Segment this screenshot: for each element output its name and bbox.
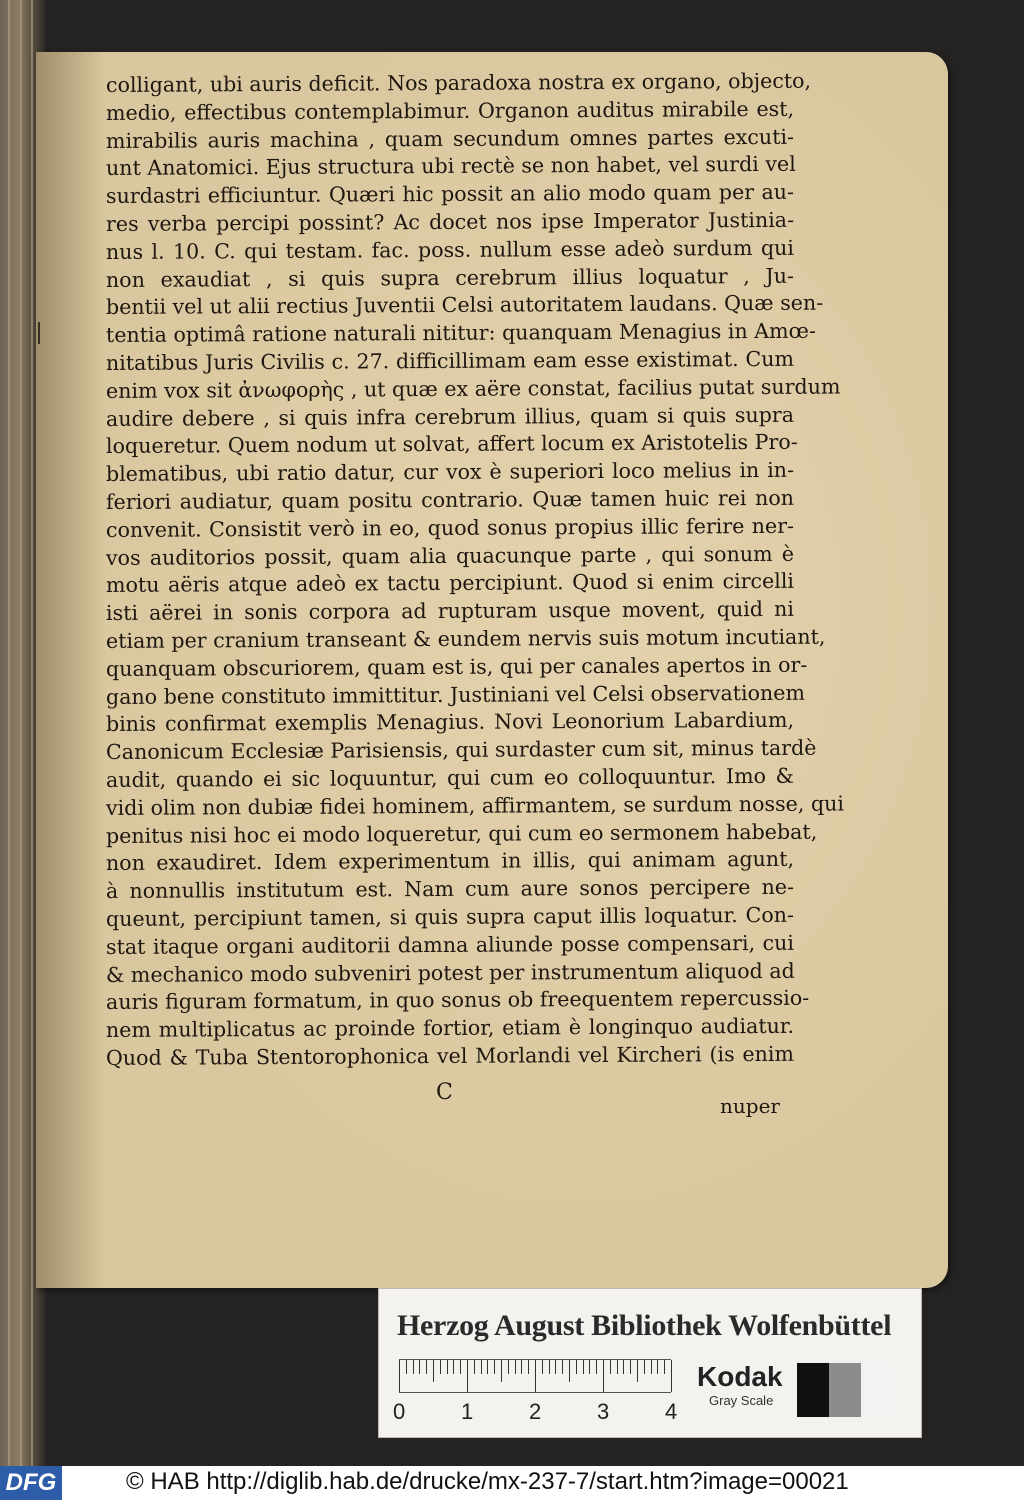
ruler-tick [453,1360,454,1374]
text-line: nitatibus Juris Civilis c. 27. difficillimam eam esse existimat. Cum [105,346,795,375]
text-line: bentii vel ut alii rectius Juventii Celsi autoritatem laudans. Quæ sen- [105,290,824,320]
dfg-logo: DFG [0,1466,62,1500]
ruler-tick [589,1360,590,1374]
ruler-tick [528,1360,529,1374]
ruler-tick [610,1360,611,1374]
text-line: à nonnullis institutum est. Nam cum aure sonos percipere ne- [105,874,795,904]
text-line: etiam per cranium transeant & eundem nervis suis motum incutiant, [105,624,826,653]
ruler-tick [508,1360,509,1374]
text-line: non exaudiret. Idem experimentum in illis, qui animam agunt, [105,847,795,876]
text-line: surdastri efficiuntur. Quæri hic possit an alio modo quam per au- [105,179,795,209]
text-line: Quod & Tuba Stentorophonica vel Morlandi vel Kircheri (is enim [105,1041,795,1070]
ruler-tick [671,1360,672,1392]
ruler-tick [637,1360,638,1382]
ruler-tick [630,1360,631,1374]
text-line: audit, quando ei sic loquuntur, qui cum eo colloquuntur. Imo & [105,763,795,792]
library-name: Herzog August Bibliothek Wolfenbüttel [397,1309,892,1342]
measurement-ruler [399,1359,671,1393]
ruler-tick [549,1360,550,1374]
ruler-tick [617,1360,618,1374]
ruler-tick [487,1360,488,1374]
ruler-tick [623,1360,624,1374]
signature-mark: C [436,1080,453,1105]
text-line: isti aërei in sonis corpora ad rupturam usque movent, quid ni [105,596,795,626]
ruler-tick [474,1360,475,1374]
text-line: loqueretur. Quem nodum ut solvat, affert locum ex Aristotelis Pro- [105,430,798,459]
ruler-tick [399,1360,400,1392]
ruler-tick [651,1360,652,1374]
ruler-tick [494,1360,495,1374]
text-line: tentia optimâ ratione naturali nititur: quanquam Menagius in Amœ- [105,318,817,348]
ruler-tick [521,1360,522,1374]
ruler-tick [603,1360,604,1392]
ruler-tick [555,1360,556,1374]
ruler-tick [542,1360,543,1374]
text-line: auris figuram formatum, in quo sonus ob freequentem repercussio- [105,986,810,1015]
ruler-tick [419,1360,420,1374]
ruler-tick [569,1360,570,1382]
text-line: nus l. 10. C. qui testam. fac. poss. nullum esse adeò surdum qui [105,235,795,264]
text-line: vos auditorios possit, quam alia quacunque parte , qui sonum è [105,541,795,570]
text-line: medio, effectibus contemplabimur. Organon auditus mirabile est, [105,96,795,125]
ruler-tick [501,1360,502,1382]
text-line: res verba percipi possint? Ac docet nos ipse Imperator Justinia- [105,207,795,236]
ruler-tick [644,1360,645,1374]
ruler-number: 3 [597,1399,610,1424]
ruler-tick [664,1360,665,1374]
ruler-tick [447,1360,448,1374]
copyright-link[interactable]: © HAB http://diglib.hab.de/drucke/mx-237-7/start.htm?image=00021 [126,1468,849,1495]
ruler-number: 2 [529,1399,542,1424]
text-line: queunt, percipiunt tamen, si quis supra caput illis loquatur. Con- [105,902,795,931]
text-line: colligant, ubi auris deficit. Nos paradoxa nostra ex organo, objecto, [105,68,812,97]
ruler-number: 1 [461,1399,474,1424]
text-line: nem multiplicatus ac proinde fortior, etiam è longinquo audiatur. [105,1013,795,1043]
page-text-block [105,68,845,1073]
text-line: & mechanico modo subveniri potest per instrumentum aliquod ad [105,958,795,987]
ruler-tick [515,1360,516,1374]
text-line: Canonicum Ecclesiæ Parisiensis, qui surdaster cum sit, minus tardè [105,735,817,765]
text-line: mirabilis auris machina , quam secundum omnes partes excuti- [105,124,795,153]
text-line: unt Anatomici. Ejus structura ubi rectè se non habet, vel surdi vel [105,152,796,181]
text-line: audire debere , si quis infra cerebrum illius, quam si quis supra [105,402,795,431]
text-line: feriori audiatur, quam positu contrario. Quæ tamen huic rei non [105,485,795,514]
text-line: blematibus, ubi ratio datur, cur vox è superiori loco melius in in- [105,457,795,487]
catchword: nuper [720,1094,780,1118]
ruler-number: 0 [393,1399,406,1424]
kodak-logo: Kodak [697,1361,783,1392]
ruler-tick [406,1360,407,1374]
text-line: convenit. Consistit verò in eo, quod sonus propius illic ferire ner- [105,513,795,542]
ruler-tick [535,1360,536,1392]
gray-scale-label: Gray Scale [709,1393,774,1408]
ruler-tick [440,1360,441,1374]
text-line: enim vox sit ἀνωφορὴς , ut quæ ex aëre constat, facilius putat surdum [105,374,841,403]
ruler-tick [460,1360,461,1374]
ruler-tick [576,1360,577,1374]
ruler-tick [426,1360,427,1374]
ruler-tick [413,1360,414,1374]
text-line: quanquam obscuriorem, quam est is, qui per canales apertos in or- [105,652,808,681]
ruler-tick [481,1360,482,1374]
text-line: vidi olim non dubiæ fidei hominem, affirmantem, se surdum nosse, qui [105,791,845,820]
library-label [378,1288,922,1438]
text-line: non exaudiat , si quis supra cerebrum illius loquatur , Ju- [105,263,795,292]
text-line: stat itaque organi auditorii damna aliunde posse compensari, cui [105,930,795,959]
ruler-tick [596,1360,597,1374]
margin-mark [38,322,40,344]
text-line: motu aëris atque adeò ex tactu percipiunt. Quod si enim circelli [105,569,795,598]
ruler-tick [562,1360,563,1374]
text-line: gano bene constituto immittitur. Justiniani vel Celsi observationem [105,680,806,709]
gray-swatch [861,1363,893,1417]
ruler-tick [467,1360,468,1392]
footer-bar [0,1466,1024,1500]
gray-swatch [797,1363,829,1417]
gray-swatch [829,1363,861,1417]
text-line: binis confirmat exemplis Menagius. Novi Leonorium Labardium, [105,708,795,737]
ruler-tick [433,1360,434,1382]
ruler-number: 4 [665,1399,678,1424]
ruler-tick [583,1360,584,1374]
gray-scale-swatches [797,1363,893,1417]
text-line: penitus nisi hoc ei modo loqueretur, qui cum eo sermonem habebat, [105,819,818,848]
ruler-tick [657,1360,658,1374]
